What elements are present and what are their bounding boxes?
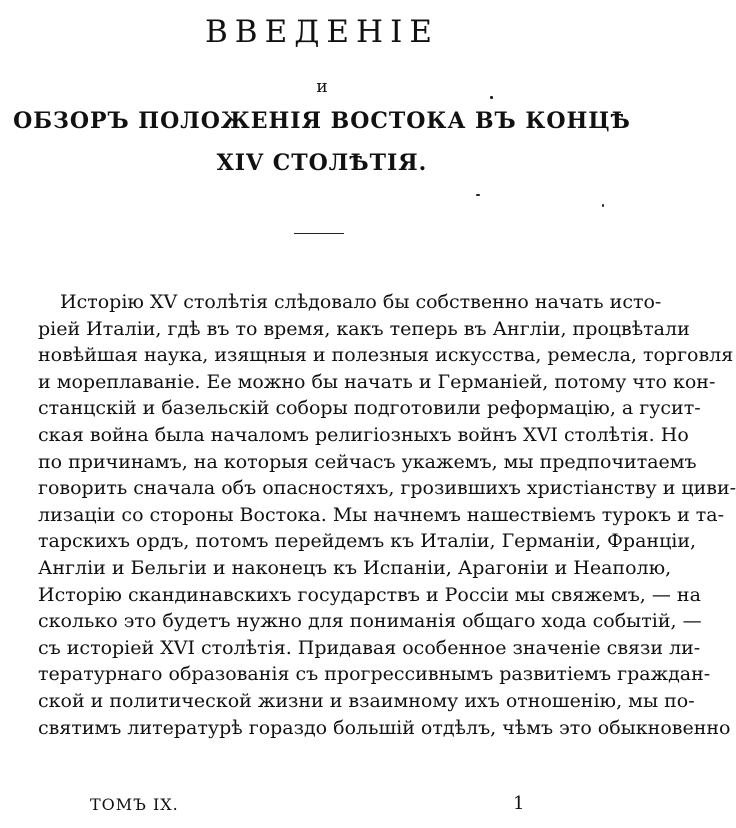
text-line: говорить сначала объ опасностяхъ, грозившихъ христіанству и циви- [38, 477, 736, 500]
text-line: ская война была началомъ религіозныхъ войнъ XVI столѣтія. Но [38, 423, 689, 446]
text-line: тарскихъ ордъ, потомъ перейдемъ къ Италіи, Германіи, Франціи, [38, 530, 697, 553]
text-line: станцскій и базельскій соборы подготовили реформацію, а гусит- [38, 397, 701, 420]
scan-speck [602, 204, 604, 207]
text-line: Исторію скандинавскихъ государствъ и Россіи мы свяжемъ, — на [38, 583, 701, 606]
title-conjunction: и [316, 77, 328, 97]
page-title: ВВЕДЕНІЕ [205, 14, 439, 50]
text-line: и мореплаваніе. Ее можно бы начать и Германіей, потому что кон- [38, 370, 716, 393]
text-line: новѣйшая наука, изящныя и полезныя искусства, ремесла, торговля [38, 344, 734, 367]
section-separator [294, 233, 344, 234]
text-line: Исторію XV столѣтія слѣдовало бы собственно начать исто- [60, 291, 662, 313]
subtitle-line-1: ОБЗОРЪ ПОЛОЖЕНІЯ ВОСТОКА ВЪ КОНЦѢ [13, 108, 631, 134]
scan-speck [490, 96, 493, 99]
scan-speck [476, 194, 480, 196]
text-line: лизаціи со стороны Востока. Мы начнемъ нашествіемъ турокъ и та- [38, 503, 725, 526]
body-paragraph [38, 289, 736, 741]
text-line: по причинамъ, на которыя сейчасъ укажемъ, мы предпочитаемъ [38, 450, 697, 473]
text-line: сколько это будетъ нужно для пониманія общаго хода событій, — [38, 610, 702, 633]
subtitle-line-2: XIV СТОЛѢТІЯ. [216, 150, 428, 176]
text-line: ріей Италіи, гдѣ въ то время, какъ теперь въ Англіи, процвѣтали [38, 317, 690, 340]
volume-signature: ТОМЪ IX. [90, 795, 179, 814]
text-line: ской и политической жизни и взаимному ихъ отношенію, мы по- [38, 689, 695, 712]
text-line: святимъ литературѣ гораздо большій отдѣлъ, чѣмъ это обыкновенно [38, 716, 731, 739]
text-line: съ исторіей XVI столѣтія. Придавая особенное значеніе связи ли- [38, 636, 701, 659]
text-line: тературнаго образованія съ прогрессивнымъ развитіемъ граждан- [38, 663, 711, 686]
signature-mark: 1 [513, 793, 525, 814]
text-line: Англіи и Бельгіи и наконецъ къ Испаніи, Арагоніи и Неаполю, [38, 556, 672, 579]
